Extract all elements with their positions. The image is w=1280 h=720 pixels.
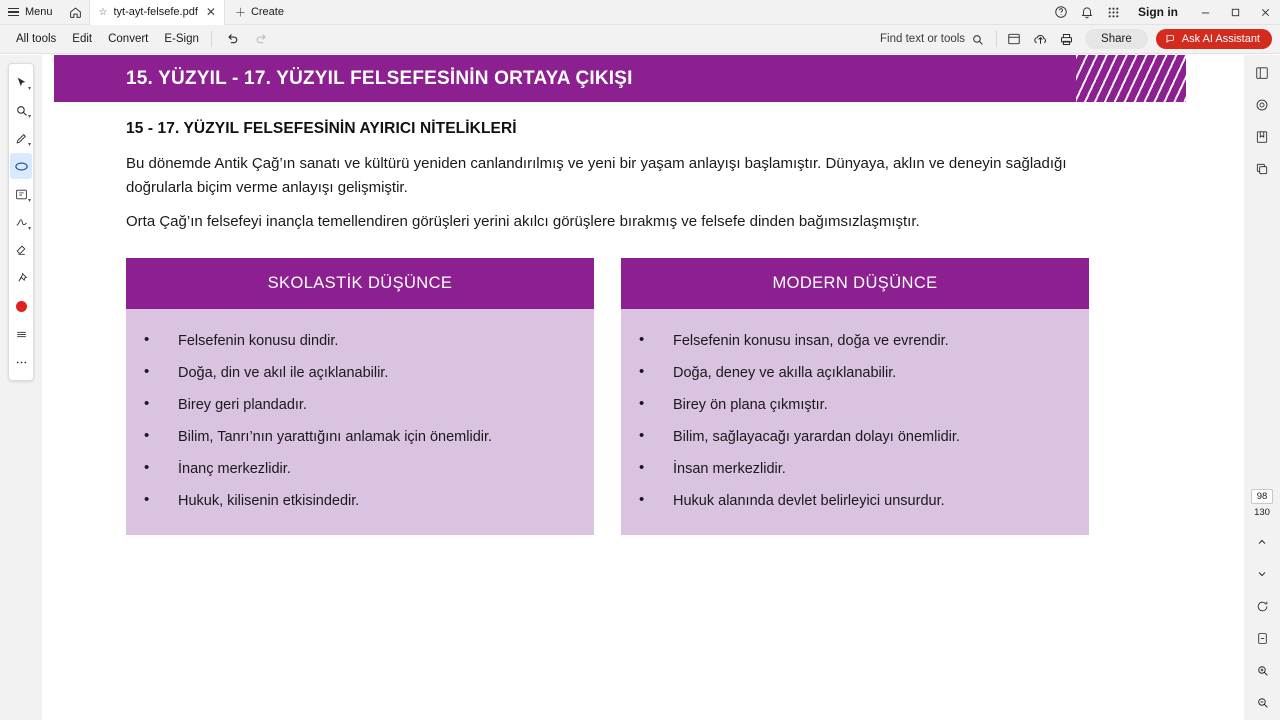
banner-title: 15. YÜZYIL - 17. YÜZYIL FELSEFESİNİN ORTAYA ÇIKIŞI <box>126 67 633 89</box>
home-icon[interactable] <box>63 0 89 25</box>
list-item: • Felsefenin konusu dindir. <box>126 325 594 357</box>
zoom-in-icon[interactable] <box>1249 656 1275 684</box>
bell-icon[interactable] <box>1074 0 1100 25</box>
print-icon[interactable] <box>1053 25 1079 54</box>
document-tab[interactable] <box>89 0 225 25</box>
card-modern <box>621 258 1089 535</box>
share-button[interactable]: Share <box>1085 29 1148 49</box>
card-body <box>621 309 1089 535</box>
paragraph-2: Orta Çağ’ın felsefeyi inançla temellendiren görüşleri yerini akılcı görüşlere bırakmış ve felsefe dinden bağımsızlaşmıştır. <box>126 213 920 230</box>
edit-button[interactable]: Edit <box>72 33 93 45</box>
pen-icon[interactable] <box>10 125 32 151</box>
tool-palette <box>8 63 34 381</box>
minimize-icon[interactable] <box>1190 0 1220 25</box>
create-label: Create <box>250 6 284 18</box>
eraser-icon[interactable] <box>10 237 32 263</box>
rotate-icon[interactable] <box>1249 592 1275 620</box>
list-item: • İnanç merkezlidir. <box>126 453 594 485</box>
title-bar <box>0 0 1280 25</box>
target-icon[interactable] <box>1249 91 1275 119</box>
card-scholastic <box>126 258 594 535</box>
highlight-icon[interactable] <box>1001 25 1027 54</box>
search-icon[interactable] <box>971 33 984 46</box>
card-title: MODERN DÜŞÜNCE <box>621 258 1089 309</box>
list-item: • İnsan merkezlidir. <box>621 453 1089 485</box>
list-item: • Hukuk, kilisenin etkisindedir. <box>126 485 594 517</box>
star-icon[interactable]: ☆ <box>98 6 108 18</box>
left-tool-rail <box>0 55 42 720</box>
plus-icon: ＋ <box>234 7 246 19</box>
total-pages-label: 130 <box>1254 507 1270 518</box>
sign-in-button[interactable]: Sign in <box>1138 5 1178 19</box>
pin-icon[interactable] <box>10 265 32 291</box>
help-circle-icon[interactable] <box>1048 0 1074 25</box>
find-label: Find text or tools <box>880 33 966 45</box>
redo-icon[interactable] <box>247 25 278 54</box>
paragraph-1: Bu dönemde Antik Çağ’ın sanatı ve kültürü yeniden canlandırılmış ve yeni bir yaşam anlayışı başlamıştır. Dünyaya, aklın ve deneyin sağladığı doğrularla biçim verme anlayışı gelişmiştir. <box>126 155 1067 196</box>
copy-icon[interactable] <box>1249 155 1275 183</box>
list-item: • Doğa, din ve akıl ile açıklanabilir. <box>126 357 594 389</box>
chevron-down-icon: ▾ <box>27 142 31 148</box>
signature-icon[interactable] <box>10 209 32 235</box>
page-banner <box>54 55 1186 102</box>
list-item: • Hukuk alanında devlet belirleyici unsurdur. <box>621 485 1089 517</box>
main-toolbar <box>0 25 1280 54</box>
zoom-out-icon[interactable] <box>1249 688 1275 716</box>
hamburger-icon <box>8 8 19 17</box>
page-content <box>54 102 1186 535</box>
find-field[interactable] <box>872 33 992 46</box>
section-subtitle: 15 - 17. YÜZYIL FELSEFESİNİN AYIRICI NİTELİKLERİ <box>126 120 517 137</box>
maximize-icon[interactable] <box>1220 0 1250 25</box>
convert-button[interactable]: Convert <box>108 33 149 45</box>
esign-button[interactable]: E-Sign <box>164 33 199 45</box>
thumbnails-icon[interactable] <box>1249 59 1275 87</box>
toolbar-divider <box>211 31 212 47</box>
list-item: • Birey geri plandadır. <box>126 389 594 421</box>
menu-button[interactable] <box>0 0 63 25</box>
comparison-cards <box>126 258 1114 535</box>
list-item: • Birey ön plana çıkmıştır. <box>621 389 1089 421</box>
apps-grid-icon[interactable] <box>1100 0 1126 25</box>
ask-ai-label: Ask AI Assistant <box>1181 33 1260 45</box>
pdf-page <box>54 55 1186 720</box>
ai-sparkle-icon <box>1165 33 1177 45</box>
close-icon[interactable]: ✕ <box>205 5 216 19</box>
cursor-icon[interactable] <box>10 69 32 95</box>
document-viewport[interactable] <box>42 55 1244 720</box>
toolbar-divider-2 <box>996 31 997 47</box>
text-box-icon[interactable] <box>10 181 32 207</box>
list-item: • Bilim, sağlayacağı yarardan dolayı önemlidir. <box>621 421 1089 453</box>
card-title: SKOLASTİK DÜŞÜNCE <box>126 258 594 309</box>
highlighter-oval-icon[interactable] <box>10 153 32 179</box>
lines-icon[interactable] <box>10 321 32 347</box>
all-tools-button[interactable]: All tools <box>16 33 57 45</box>
fit-page-icon[interactable] <box>1249 624 1275 652</box>
chevron-down-icon: ▾ <box>27 86 31 92</box>
card-body <box>126 309 594 535</box>
right-panel-rail <box>1244 55 1280 720</box>
bookmark-icon[interactable] <box>1249 123 1275 151</box>
upload-cloud-icon[interactable] <box>1027 25 1053 54</box>
chevron-down-icon: ▾ <box>27 114 31 120</box>
chevron-down-icon: ▾ <box>27 198 31 204</box>
page-navigation-controls <box>1244 489 1280 716</box>
chevron-down-icon: ▾ <box>27 226 31 232</box>
banner-stripes-decoration <box>1076 55 1186 102</box>
red-circle-icon[interactable] <box>10 293 32 319</box>
current-page-input[interactable]: 98 <box>1251 489 1273 504</box>
list-item: • Doğa, deney ve akılla açıklanabilir. <box>621 357 1089 389</box>
list-item: • Bilim, Tanrı’nın yarattığını anlamak için önemlidir. <box>126 421 594 453</box>
create-button[interactable] <box>225 0 294 25</box>
ellipsis-icon[interactable] <box>10 349 32 375</box>
tab-label: tyt-ayt-felsefe.pdf <box>113 6 198 18</box>
magnifier-icon[interactable] <box>10 97 32 123</box>
list-item: • Felsefenin konusu insan, doğa ve evrendir. <box>621 325 1089 357</box>
window-close-icon[interactable] <box>1250 0 1280 25</box>
chevron-down-icon[interactable] <box>1249 560 1275 588</box>
ask-ai-assistant-button[interactable] <box>1156 29 1272 49</box>
chevron-up-icon[interactable] <box>1249 528 1275 556</box>
menu-label: Menu <box>25 6 53 18</box>
undo-icon[interactable] <box>216 25 247 54</box>
